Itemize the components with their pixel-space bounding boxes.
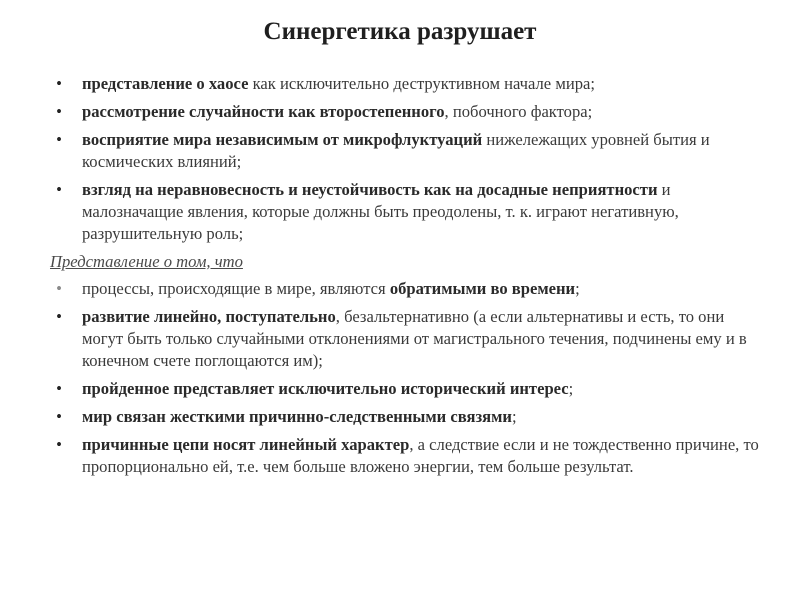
item-text: ;: [568, 379, 574, 398]
item-text: как исключительно деструктивном начале мира;: [248, 74, 595, 93]
list-item: [52, 129, 764, 173]
item-text: , побочного фактора;: [444, 102, 593, 121]
item-text: , безальтернативно (а если альтернативы и есть, то они могут быть только случайными отклонениями от магистрального течения, подчинены ему и в конечном счете поглощаются им);: [82, 307, 747, 370]
list-item: [52, 278, 764, 300]
slide-content: [52, 73, 764, 484]
list-item: [52, 406, 764, 428]
item-bold-text: представление о хаосе: [82, 74, 249, 93]
item-text: ;: [512, 407, 517, 426]
list-item: [52, 434, 764, 478]
item-bold-text: обратимыми во времени: [389, 279, 576, 298]
bullet-icon: •: [56, 307, 62, 326]
bullet-icon: •: [56, 180, 62, 199]
item-text: и малозначащие явления, которые должны быть преодолены, т. к. играют негативную, разрушительную роль;: [82, 180, 679, 243]
item-text: процессы, происходящие в мире, являются: [82, 279, 390, 298]
list-item: [52, 101, 764, 123]
bullet-icon: •: [56, 279, 62, 298]
slide-title: Синергетика разрушает: [263, 18, 537, 45]
list-item: [52, 73, 764, 95]
bullet-icon: •: [56, 102, 62, 121]
item-bold-text: развитие линейно, поступательно: [82, 307, 336, 326]
item-bold-text: взгляд на неравновесность и неустойчивость как на досадные неприятности: [82, 180, 658, 199]
bullet-icon: •: [56, 407, 62, 426]
bullet-list-1: [52, 73, 764, 245]
item-bold-text: причинные цепи носят линейный характер: [82, 435, 410, 454]
bullet-icon: •: [56, 130, 62, 149]
item-text: , а следствие если и не тождественно причине, то пропорционально ей, т.е. чем больше вложено энергии, тем больше результат.: [82, 435, 759, 476]
list-item: [52, 306, 764, 372]
bullet-list-2: [52, 278, 764, 478]
item-bold-text: пройденное представляет исключительно исторический интерес: [82, 379, 569, 398]
item-text: ;: [575, 279, 580, 298]
list-item: [52, 179, 764, 245]
item-bold-text: рассмотрение случайности как второстепенного: [82, 102, 445, 121]
bullet-icon: •: [56, 74, 62, 93]
item-bold-text: восприятие мира независимым от микрофлуктуаций: [82, 130, 483, 149]
item-bold-text: мир связан жесткими причинно-следственными связями: [82, 407, 512, 426]
list-item: [52, 378, 764, 400]
bullet-icon: •: [56, 435, 62, 454]
subheading: Представление о том, что: [50, 252, 243, 271]
bullet-icon: •: [56, 379, 62, 398]
item-text: нижележащих уровней бытия и космических влияний;: [82, 130, 710, 171]
